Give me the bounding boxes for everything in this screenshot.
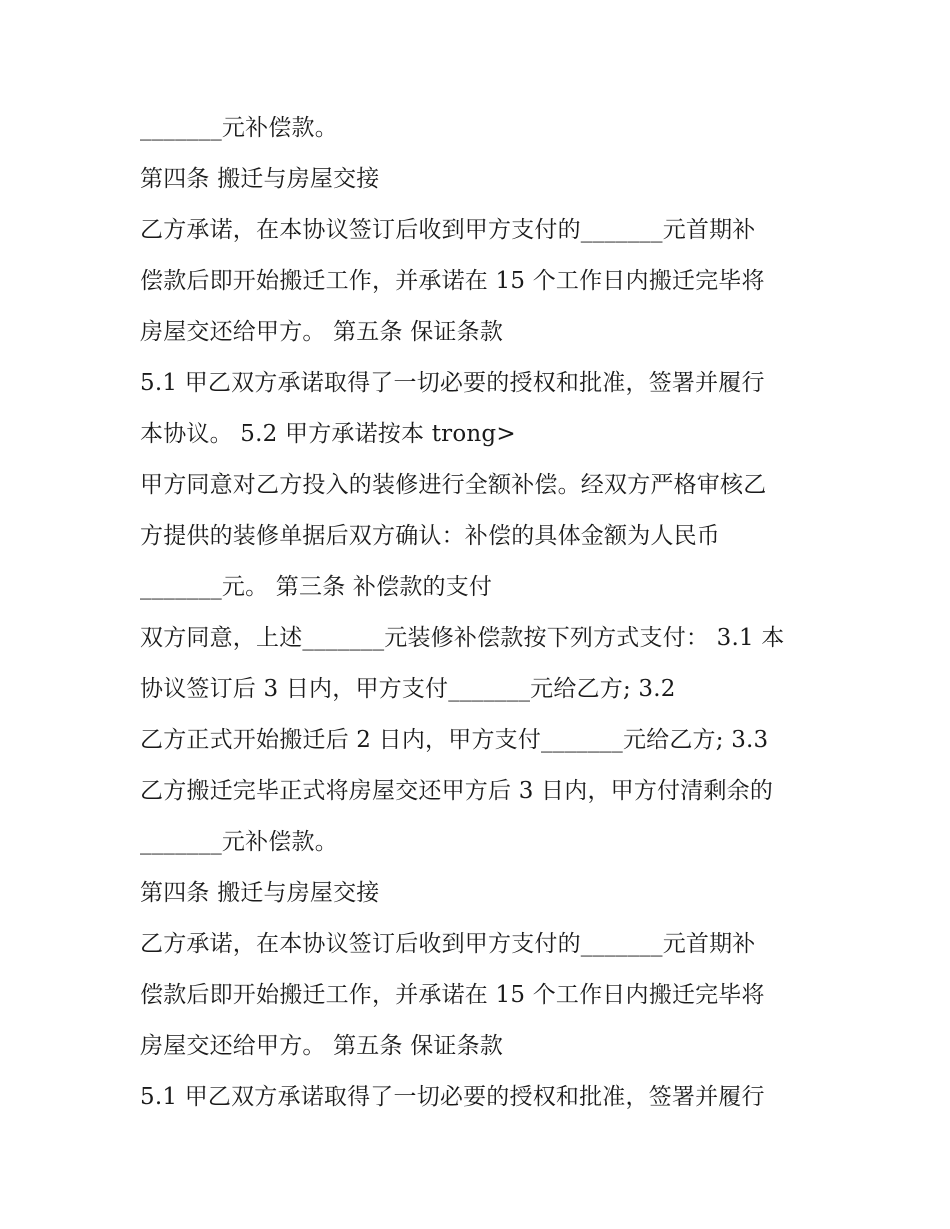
document-body [140, 103, 830, 1123]
text-line: _______元补偿款。 [140, 115, 338, 141]
text-line: 甲方同意对乙方投入的装修进行全额补偿。经双方严格审核乙 [140, 472, 767, 498]
text-line: 乙方正式开始搬迁后 2 日内，甲方支付_______元给乙方; 3.3 [140, 727, 769, 753]
text-line: 协议签订后 3 日内，甲方支付_______元给乙方; 3.2 [140, 676, 676, 702]
text-line: 房屋交还给甲方。 第五条 保证条款 [140, 1033, 504, 1059]
text-line: 5.1 甲乙双方承诺取得了一切必要的授权和批准，签署并履行 [140, 1084, 765, 1110]
text-line: 乙方承诺，在本协议签订后收到甲方支付的_______元首期补 [140, 217, 756, 243]
text-line: 偿款后即开始搬迁工作，并承诺在 15 个工作日内搬迁完毕将 [140, 982, 765, 1008]
text-line: 5.1 甲乙双方承诺取得了一切必要的授权和批准，签署并履行 [140, 370, 765, 396]
text-line: 房屋交还给甲方。 第五条 保证条款 [140, 319, 504, 345]
section-heading-line: 第四条 搬迁与房屋交接 [140, 166, 380, 192]
text-line: 双方同意，上述_______元装修补偿款按下列方式支付： 3.1 本 [140, 625, 785, 651]
text-line: 本协议。 5.2 甲方承诺按本 trong> [140, 421, 516, 447]
text-line: 方提供的装修单据后双方确认：补偿的具体金额为人民币 [140, 523, 720, 549]
text-line: _______元补偿款。 [140, 829, 338, 855]
text-line: 乙方承诺，在本协议签订后收到甲方支付的_______元首期补 [140, 931, 756, 957]
text-line: _______元。 第三条 补偿款的支付 [140, 574, 493, 600]
section-heading-line: 第四条 搬迁与房屋交接 [140, 880, 380, 906]
text-line: 偿款后即开始搬迁工作，并承诺在 15 个工作日内搬迁完毕将 [140, 268, 765, 294]
text-line: 乙方搬迁完毕正式将房屋交还甲方后 3 日内，甲方付清剩余的 [140, 778, 774, 804]
